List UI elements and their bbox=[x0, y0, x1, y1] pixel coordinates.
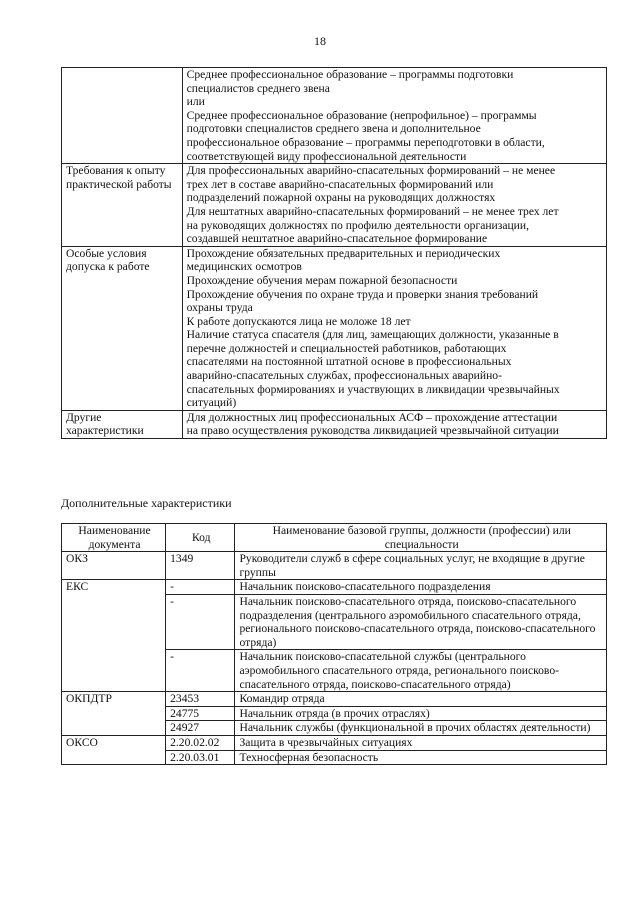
table-row bbox=[62, 164, 607, 247]
text-line: Прохождение обучения мерам пожарной безопасности bbox=[186, 273, 458, 287]
name-cell: Начальник службы (функциональной в прочих областях деятельности) bbox=[235, 721, 607, 736]
document-cell: ОКПДТР bbox=[62, 692, 166, 707]
row-content bbox=[182, 410, 606, 438]
code-cell: - bbox=[166, 594, 235, 649]
text-line: Прохождение обучения по охране труда и проверки знания требований bbox=[186, 287, 539, 301]
table-row bbox=[62, 721, 607, 736]
name-cell: Руководители служб в сфере социальных услуг, не входящие в другие группы bbox=[235, 552, 607, 580]
text-line: соответствующей виду профессиональной деятельности bbox=[186, 149, 467, 163]
text-line: перечне должностей и специальностей работников, работающих bbox=[186, 341, 507, 355]
document-cell: ОКЗ bbox=[62, 552, 166, 580]
additional-characteristics-table bbox=[61, 523, 607, 765]
table-row bbox=[62, 246, 607, 410]
name-cell: Командир отряда bbox=[235, 692, 607, 707]
name-cell: Начальник отряда (в прочих отраслях) bbox=[235, 706, 607, 721]
qualification-table bbox=[61, 67, 607, 439]
text-line: Для должностных лиц профессиональных АСФ – прохождение аттестации bbox=[186, 410, 558, 424]
code-cell: 2.20.02.02 bbox=[166, 735, 235, 750]
text-line: на руководящих должностях по профилю деятельности организации, bbox=[186, 218, 529, 232]
row-content bbox=[182, 246, 606, 410]
text-line: подразделений пожарной охраны на руководящих должностях bbox=[186, 191, 496, 205]
text-line: спасателями на постоянной штатной основе в профессиональных bbox=[186, 355, 512, 369]
row-label bbox=[62, 68, 183, 164]
row-label: Особые условия допуска к работе bbox=[62, 246, 183, 410]
text-line: ситуаций) bbox=[186, 396, 237, 410]
text-line: Наличие статуса спасателя (для лиц, замещающих должности, указанные в bbox=[186, 328, 559, 342]
table-row bbox=[62, 552, 607, 580]
section-title: Дополнительные характеристики bbox=[61, 496, 232, 510]
row-label: Другие характеристики bbox=[62, 410, 183, 438]
document-cell bbox=[62, 594, 166, 649]
text-line: или bbox=[186, 95, 205, 109]
column-header: Наименование документа bbox=[62, 524, 166, 552]
row-content bbox=[182, 164, 606, 247]
table-row bbox=[62, 650, 607, 692]
page-number: 18 bbox=[314, 34, 326, 48]
code-cell: - bbox=[166, 580, 235, 595]
table-row bbox=[62, 68, 607, 164]
code-cell: 24775 bbox=[166, 706, 235, 721]
document-cell: ЕКС bbox=[62, 580, 166, 595]
text-line: охраны труда bbox=[186, 301, 253, 315]
text-line: аварийно-спасательных службах, профессиональных аварийно- bbox=[186, 369, 502, 383]
text-line: подготовки специалистов среднего звена и дополнительное bbox=[186, 122, 481, 136]
document-cell bbox=[62, 650, 166, 692]
table-row bbox=[62, 735, 607, 750]
code-cell: - bbox=[166, 650, 235, 692]
text-line: создавшей нештатное аварийно-спасательное формирование bbox=[186, 232, 488, 246]
name-cell: Начальник поисково-спасательной службы (центрального аэромобильного спасательного отряда, регионального поисково-спасательного отряда, поисково-спасательного отряда) bbox=[235, 650, 607, 692]
column-header: Наименование базовой группы, должности (профессии) или специальности bbox=[235, 524, 607, 552]
text-line: на право осуществления руководства ликвидацией чрезвычайной ситуации bbox=[186, 424, 559, 438]
name-cell: Начальник поисково-спасательного подразделения bbox=[235, 580, 607, 595]
name-cell: Начальник поисково-спасательного отряда, поисково-спасательного подразделения (центрального аэромобильного спасательного отряда, регионального поисково-спасательного отряда, поисково-спасательного отряда) bbox=[235, 594, 607, 649]
column-header: Код bbox=[166, 524, 235, 552]
text-line: специалистов среднего звена bbox=[186, 81, 330, 95]
code-cell: 2.20.03.01 bbox=[166, 750, 235, 765]
text-line: Среднее профессиональное образование (непрофильное) – программы bbox=[186, 108, 537, 122]
table-header-row bbox=[62, 524, 607, 552]
code-cell: 1349 bbox=[166, 552, 235, 580]
text-line: медицинских осмотров bbox=[186, 260, 302, 274]
table-row bbox=[62, 580, 607, 595]
text-line: профессиональное образование – программы переподготовки в области, bbox=[186, 135, 545, 149]
document-cell bbox=[62, 706, 166, 721]
code-cell: 23453 bbox=[166, 692, 235, 707]
text-line: Среднее профессиональное образование – программы подготовки bbox=[186, 68, 514, 81]
row-content bbox=[182, 68, 606, 164]
text-line: спасательных формированиях и участвующих в ликвидации чрезвычайных bbox=[186, 382, 560, 396]
name-cell: Защита в чрезвычайных ситуациях bbox=[235, 735, 607, 750]
table-row bbox=[62, 706, 607, 721]
text-line: К работе допускаются лица не моложе 18 лет bbox=[186, 314, 411, 328]
code-cell: 24927 bbox=[166, 721, 235, 736]
table-row bbox=[62, 594, 607, 649]
document-cell: ОКСО bbox=[62, 735, 166, 750]
table-row bbox=[62, 410, 607, 438]
table-row bbox=[62, 692, 607, 707]
name-cell: Техносферная безопасность bbox=[235, 750, 607, 765]
text-line: Для профессиональных аварийно-спасательных формирований – не менее bbox=[186, 164, 556, 178]
table-row bbox=[62, 750, 607, 765]
text-line: Прохождение обязательных предварительных и периодических bbox=[186, 246, 501, 260]
text-line: Для нештатных аварийно-спасательных формирований – не менее трех лет bbox=[186, 204, 559, 218]
text-line: трех лет в составе аварийно-спасательных формирований или bbox=[186, 177, 494, 191]
document-cell bbox=[62, 750, 166, 765]
row-label: Требования к опыту практической работы bbox=[62, 164, 183, 247]
document-cell bbox=[62, 721, 166, 736]
